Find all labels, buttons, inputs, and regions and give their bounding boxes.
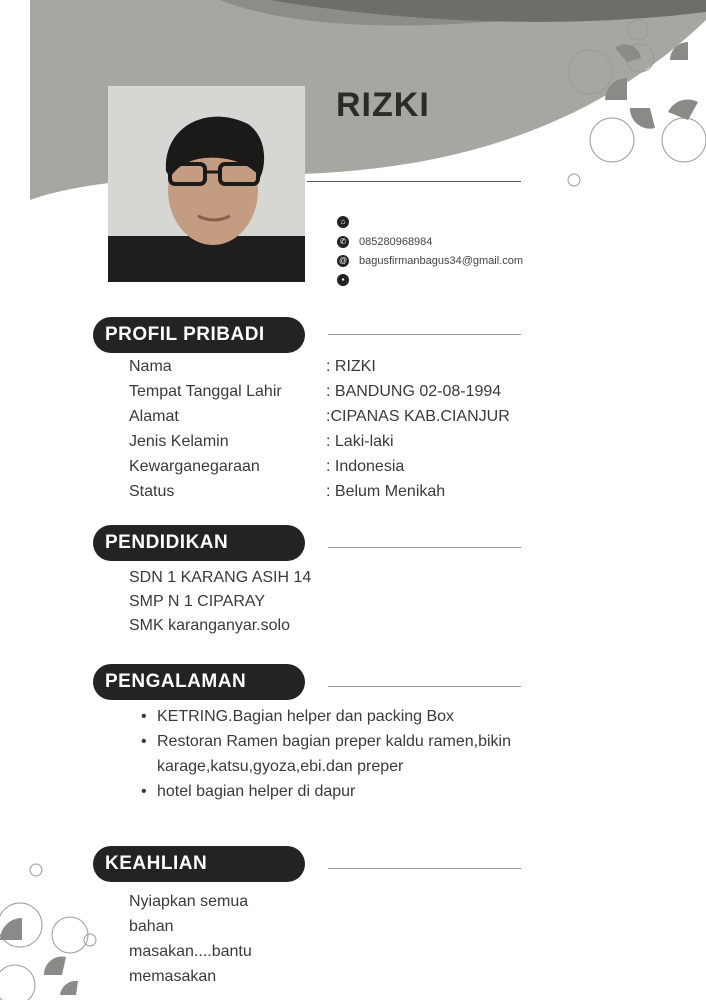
email-icon: @ xyxy=(338,256,348,265)
profil-value-nama: : RIZKI xyxy=(326,358,376,375)
phone-number: 085280968984 xyxy=(359,236,433,248)
section-title-pendidikan: PENDIDIKAN xyxy=(93,525,305,561)
profil-label-kelamin: Jenis Kelamin xyxy=(129,433,229,450)
keahlian-line: bahan xyxy=(129,918,174,935)
candidate-name: RIZKI xyxy=(336,86,430,124)
web-icon: ▪ xyxy=(337,274,349,286)
pengalaman-item: • KETRING.Bagian helper dan packing Box xyxy=(141,708,454,726)
profil-label-kewarganegaraan: Kewarganegaraan xyxy=(129,458,260,475)
section-title-profil: PROFIL PRIBADI xyxy=(93,317,305,353)
section-title-keahlian: KEAHLIAN xyxy=(93,846,305,882)
profil-label-alamat: Alamat xyxy=(129,408,179,425)
profil-label-ttl: Tempat Tanggal Lahir xyxy=(129,383,282,400)
home-icon: ⌂ xyxy=(337,216,349,228)
section-rule-pendidikan xyxy=(328,547,521,548)
contact-web xyxy=(337,274,359,286)
email-address: bagusfirmanbagus34@gmail.com xyxy=(359,255,524,267)
keahlian-line: Nyiapkan semua xyxy=(129,893,249,910)
section-rule-profil xyxy=(328,334,521,335)
contact-home xyxy=(337,216,359,228)
contact-email xyxy=(337,255,523,267)
keahlian-line: masakan....bantu xyxy=(129,943,252,960)
profil-value-kelamin: : Laki-laki xyxy=(326,433,394,450)
profil-value-status: : Belum Menikah xyxy=(326,483,446,500)
profil-value-kewarganegaraan: : Indonesia xyxy=(326,458,405,475)
pendidikan-item: SMK karanganyar.solo xyxy=(129,617,290,634)
pengalaman-item: • hotel bagian helper di dapur xyxy=(141,783,355,801)
section-rule-keahlian xyxy=(328,868,521,869)
name-divider xyxy=(307,181,521,182)
pengalaman-item: • Restoran Ramen bagian preper kaldu ramen,bikin xyxy=(141,733,511,751)
keahlian-line: memasakan xyxy=(129,968,217,985)
profil-label-status: Status xyxy=(129,483,175,500)
phone-icon: ✆ xyxy=(337,236,349,248)
pendidikan-item: SDN 1 KARANG ASIH 14 xyxy=(129,569,312,586)
profil-value-ttl: : BANDUNG 02-08-1994 xyxy=(326,383,502,400)
pendidikan-item: SMP N 1 CIPARAY xyxy=(129,593,266,610)
profile-photo xyxy=(108,86,305,282)
section-title-pengalaman: PENGALAMAN xyxy=(93,664,305,700)
profil-label-nama: Nama xyxy=(129,358,172,375)
pengalaman-item-continuation: karage,katsu,gyoza,ebi.dan preper xyxy=(157,758,404,775)
profil-value-alamat: :CIPANAS KAB.CIANJUR xyxy=(326,408,510,425)
contact-phone xyxy=(337,236,432,248)
section-rule-pengalaman xyxy=(328,686,521,687)
